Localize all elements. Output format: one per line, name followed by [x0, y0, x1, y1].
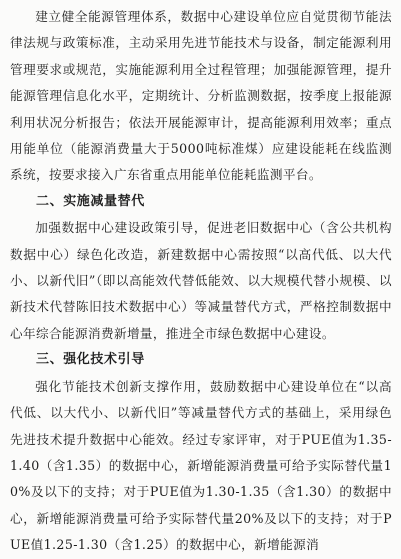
- paragraph-reduction-substitution: 加强数据中心建设政策引导，促进老旧数据中心（含公共机构数据中心）绿色化改造，新建数据中心需按照“以高代低、以大代小、以新代旧”（即以高能效代替低能效、以大规模代替小规模、以新技术代替陈旧技术数据中心）等减量替代方式，严格控制数据中心年综合能源消费新增量，推进全市绿色数据中心建设。: [10, 220, 392, 341]
- section-heading-technology: 三、强化技术引导: [36, 352, 145, 368]
- paragraph-technology-guidance: 强化节能技术创新支撑作用，鼓励数据中心建设单位在“以高代低、以大代小、以新代旧”等减量替代方式的基础上，采用绿色先进技术提升数据中心能效。经过专家评审，对于PUE值为1.35-1.40（含1.35）的数据中心，新增能源消费量可给予实际替代量10%及以下的支持；对于PUE值为1.30-1.35（含1.30）的数据中心，新增能源消费量可给予实际替代量20%及以下的支持；对于PUE值1.25-1.30（含1.25）的数据中心，新增能源消: [10, 378, 392, 553]
- paragraph-energy-management: 建立健全能源管理体系，数据中心建设单位应自觉贯彻节能法律法规与政策标准，主动采用先进节能技术与设备，制定能源利用管理要求或规范，实施能源利用全过程管理；加强能源管理，提升能源管理信息化水平，定期统计、分析监测数据，按季度上报能源利用状况分析报告；依法开展能源审计，提高能源利用效率；重点用能单位（能源消费量大于5000吨标准煤）应建设能耗在线监测系统，按要求接入广东省重点用能单位能耗监测平台。: [10, 9, 392, 183]
- section-heading-reduction: 二、实施减量替代: [36, 193, 145, 209]
